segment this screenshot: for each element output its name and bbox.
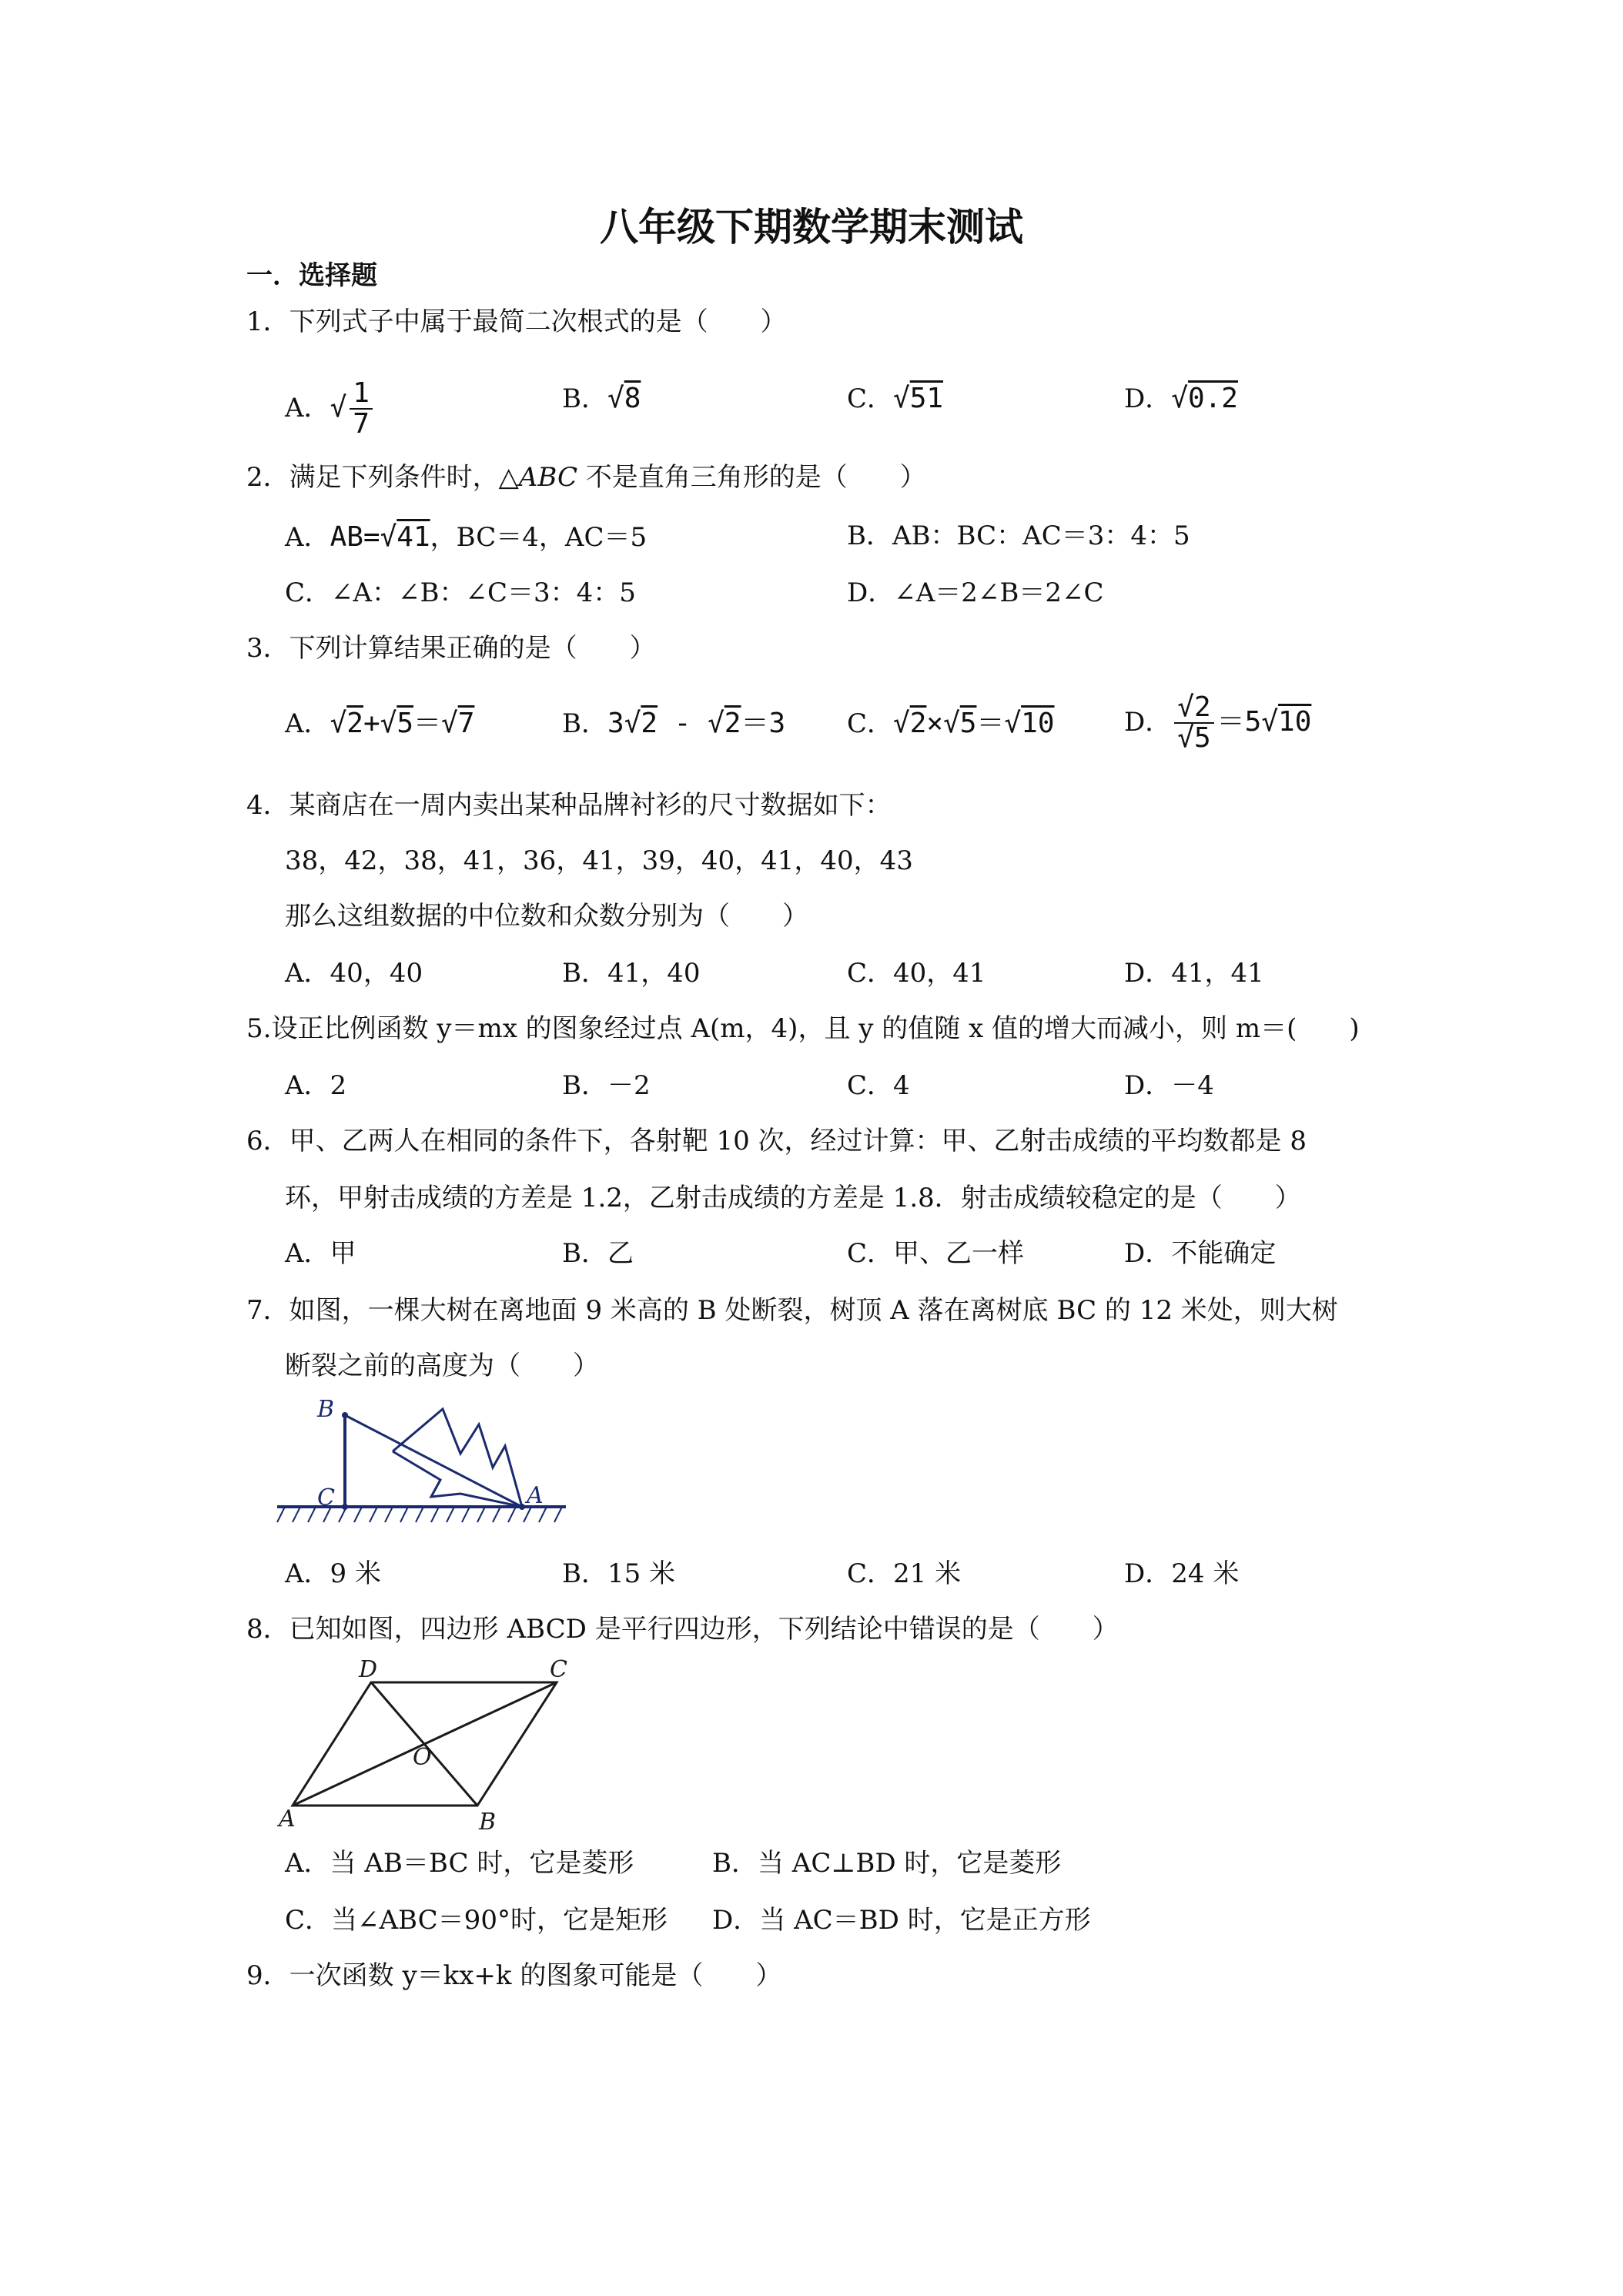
- question-4-stem: 4．某商店在一周内卖出某种品牌衬衫的尺寸数据如下：: [246, 790, 892, 821]
- broken-tree-figure: [277, 1394, 570, 1532]
- question-7-option-d: D．24 米: [1124, 1558, 1240, 1589]
- radicand: 5: [397, 708, 413, 739]
- radicand: 41: [397, 521, 430, 553]
- tree-canopy: [393, 1409, 522, 1507]
- question-8-option-d: D．当 AC＝BD 时，它是正方形: [712, 1905, 1091, 1936]
- label-a: A: [279, 1806, 296, 1832]
- question-4-option-b: B．41，40: [562, 958, 701, 989]
- question-9-stem: 9．一次函数 y＝kx+k 的图象可能是（ ）: [246, 1960, 782, 1991]
- question-1-stem: 1．下列式子中属于最简二次根式的是（ ）: [246, 306, 787, 337]
- radicand: 10: [1278, 705, 1312, 738]
- radicand: 5: [959, 708, 977, 739]
- question-8-stem: 8．已知如图，四边形 ABCD 是平行四边形，下列结论中错误的是（ ）: [246, 1614, 1119, 1645]
- option-label: A．: [285, 522, 330, 553]
- operator: -: [658, 708, 708, 739]
- radicand: 7: [457, 708, 475, 739]
- label-b: B: [479, 1809, 497, 1836]
- question-5-option-d: D．－4: [1124, 1070, 1214, 1101]
- triangle-name: ABC: [518, 462, 577, 493]
- radicand: 2: [346, 708, 363, 739]
- operator: ＝: [413, 708, 442, 739]
- question-2-option-c: C．∠A：∠B：∠C＝3：4：5: [285, 577, 636, 608]
- question-1-option-c: C．√51: [847, 383, 944, 414]
- question-4-option-d: D．41，41: [1124, 958, 1264, 989]
- option-label: C．: [847, 708, 894, 739]
- radicand: 10: [1021, 708, 1055, 739]
- question-2-option-d: D．∠A＝2∠B＝2∠C: [847, 577, 1104, 608]
- option-label: A．: [285, 392, 330, 423]
- question-7-line-1: 7．如图，一棵大树在离地面 9 米高的 B 处断裂，树顶 A 落在离树底 BC 的 12 米处，则大树: [246, 1295, 1338, 1326]
- option-rest: ，BC＝4，AC＝5: [430, 522, 648, 553]
- question-3-option-d: D． $\frac{√2}{√5}$ ＝5√10: [1124, 691, 1312, 754]
- question-4-ask: 那么这组数据的中位数和众数分别为（ ）: [285, 901, 808, 932]
- page-title: 八年级下期数学期末测试: [600, 205, 1023, 249]
- operator: +: [363, 708, 380, 739]
- question-2-stem: [246, 462, 926, 494]
- stem-text: 2．满足下列条件时，△: [246, 462, 519, 493]
- question-5-option-a: A．2: [285, 1070, 347, 1101]
- stem-text: 不是直角三角形的是（ ）: [577, 462, 926, 493]
- question-7-line-2: 断裂之前的高度为（ ）: [285, 1350, 599, 1381]
- question-4-option-c: C．40，41: [847, 958, 986, 989]
- question-5-option-c: C．4: [847, 1070, 910, 1101]
- question-6-option-b: B．乙: [562, 1238, 634, 1269]
- fraction-denominator: 7: [353, 407, 370, 440]
- question-2-option-a: A．AB=√41，BC＝4，AC＝5: [285, 521, 648, 553]
- radicand: 2: [641, 708, 658, 739]
- label-a: A: [527, 1482, 544, 1509]
- operator: ＝: [976, 708, 1005, 739]
- fraction-denominator: 5: [1193, 721, 1211, 754]
- question-6-line-1: 6．甲、乙两人在相同的条件下，各射靶 10 次，经过计算：甲、乙射击成绩的平均数都是 8: [246, 1126, 1307, 1156]
- question-3-option-a: A．√2+√5＝√7: [285, 708, 475, 739]
- option-label: A．: [285, 708, 330, 739]
- point-a: [519, 1504, 525, 1510]
- question-3-option-c: C．√2×√5＝√10: [847, 708, 1055, 739]
- parallelogram-figure: [277, 1655, 585, 1836]
- question-4-option-a: A．40，40: [285, 958, 423, 989]
- question-6-option-d: D．不能确定: [1124, 1238, 1277, 1269]
- question-3-option-b: B．3√2 - √2＝3: [562, 708, 786, 739]
- radicand: 0.2: [1187, 383, 1238, 414]
- coefficient: 3: [607, 708, 624, 739]
- operator: ＝5: [1216, 705, 1262, 738]
- option-label: D．: [1124, 383, 1172, 414]
- question-1-option-a: A．√ $\frac{1}{7}$: [285, 379, 376, 439]
- question-6-option-c: C．甲、乙一样: [847, 1238, 1025, 1269]
- option-label: B．: [562, 383, 607, 414]
- fraction-numerator: 2: [1193, 691, 1211, 723]
- label-d: D: [359, 1656, 378, 1683]
- option-label: C．: [847, 383, 894, 414]
- radicand: 2: [909, 708, 927, 739]
- question-2-option-b: B．AB：BC：AC＝3：4：5: [847, 520, 1190, 551]
- radicand: 51: [909, 383, 944, 414]
- question-8-option-c: C．当∠ABC＝90°时，它是矩形: [285, 1905, 668, 1936]
- question-7-option-a: A．9 米: [285, 1558, 381, 1589]
- point-c: [342, 1504, 348, 1510]
- question-6-option-a: A．甲: [285, 1238, 356, 1269]
- section-heading: 一．选择题: [246, 260, 377, 291]
- question-7-option-c: C．21 米: [847, 1558, 962, 1589]
- option-label: B．: [562, 708, 607, 739]
- question-6-line-2: 环，甲射击成绩的方差是 1.2，乙射击成绩的方差是 1.8．射击成绩较稳定的是（ ）: [285, 1183, 1301, 1213]
- fraction-numerator: 1: [350, 379, 373, 410]
- question-4-data: 38，42，38，41，36，41，39，40，41，40，43: [285, 845, 913, 876]
- question-5-option-b: B．－2: [562, 1070, 651, 1101]
- label-c: C: [550, 1656, 567, 1683]
- question-5-stem: 5.设正比例函数 y＝mx 的图象经过点 A(m，4)，且 y 的值随 x 值的增大而减小，则 m＝( ): [246, 1013, 1360, 1044]
- question-1-option-b: B．√8: [562, 383, 641, 414]
- operator: ＝3: [741, 708, 786, 739]
- question-8-option-b: B．当 AC⊥BD 时，它是菱形: [712, 1848, 1062, 1879]
- radicand: 2: [724, 708, 741, 739]
- segment-ab: AB=: [330, 521, 380, 553]
- question-7-option-b: B．15 米: [562, 1558, 676, 1589]
- option-label: D．: [1124, 706, 1172, 738]
- label-c: C: [317, 1484, 335, 1511]
- operator: ×: [926, 708, 944, 739]
- question-1-option-d: D．√0.2: [1124, 383, 1238, 414]
- question-3-stem: 3．下列计算结果正确的是（ ）: [246, 633, 656, 664]
- label-o: O: [413, 1744, 432, 1771]
- question-8-option-a: A．当 AB＝BC 时，它是菱形: [285, 1848, 634, 1879]
- label-b: B: [317, 1396, 335, 1423]
- radicand: 8: [624, 383, 641, 414]
